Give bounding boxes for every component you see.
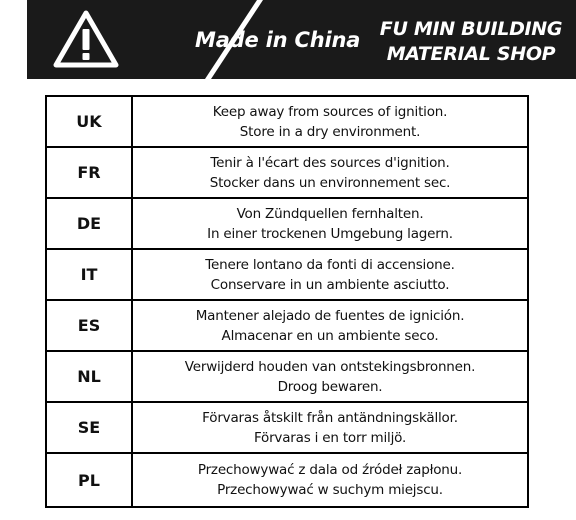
shop-name-line2: MATERIAL SHOP [386,43,556,65]
language-code: SE [47,403,133,452]
warning-table [45,95,529,508]
language-code: DE [47,199,133,248]
table-row [47,352,527,403]
table-row [47,454,527,506]
warning-line1: Mantener alejado de fuentes de ignición. [195,307,465,324]
warning-line1: Tenere lontano da fonti di accensione. [205,256,455,273]
table-row [47,97,527,148]
header-banner [27,0,576,79]
shop-name-line1: FU MIN BUILDING [379,18,563,40]
warning-line1: Von Zündquellen fernhalten. [236,205,424,222]
warning-line1: Przechowywać z dala od źródeł zapłonu. [197,462,463,478]
language-code: FR [47,148,133,197]
table-row [47,250,527,301]
warning-line2: Förvaras i en torr miljö. [253,429,407,446]
language-code: NL [47,352,133,401]
shop-name [373,17,569,67]
warning-line2: Almacenar en un ambiente seco. [221,327,439,344]
warning-triangle-icon [53,10,119,68]
table-row [47,148,527,199]
warning-text [133,301,527,350]
warning-text [133,454,527,506]
warning-text [133,250,527,299]
language-code: ES [47,301,133,350]
warning-line2: In einer trockenen Umgebung lagern. [207,225,453,242]
warning-text [133,148,527,197]
warning-line1: Tenir à l'écart des sources d'ignition. [210,154,450,171]
language-code: PL [47,454,133,506]
warning-text [133,352,527,401]
warning-text [133,97,527,146]
warning-text [133,403,527,452]
warning-line2: Przechowywać w suchym miejscu. [217,482,443,498]
warning-line1: Verwijderd houden van ontstekingsbronnen. [184,358,476,375]
warning-line1: Förvaras åtskilt från antändningskällor. [202,409,458,426]
made-in-label: Made in China [195,28,361,52]
warning-line2: Stocker dans un environnement sec. [209,174,451,191]
table-row [47,301,527,352]
warning-text [133,199,527,248]
warning-line2: Store in a dry environment. [239,123,421,140]
warning-line2: Droog bewaren. [277,378,383,395]
language-code: IT [47,250,133,299]
language-code: UK [47,97,133,146]
table-row [47,403,527,454]
warning-line2: Conservare in un ambiente asciutto. [210,276,450,293]
table-row [47,199,527,250]
warning-line1: Keep away from sources of ignition. [212,103,448,120]
